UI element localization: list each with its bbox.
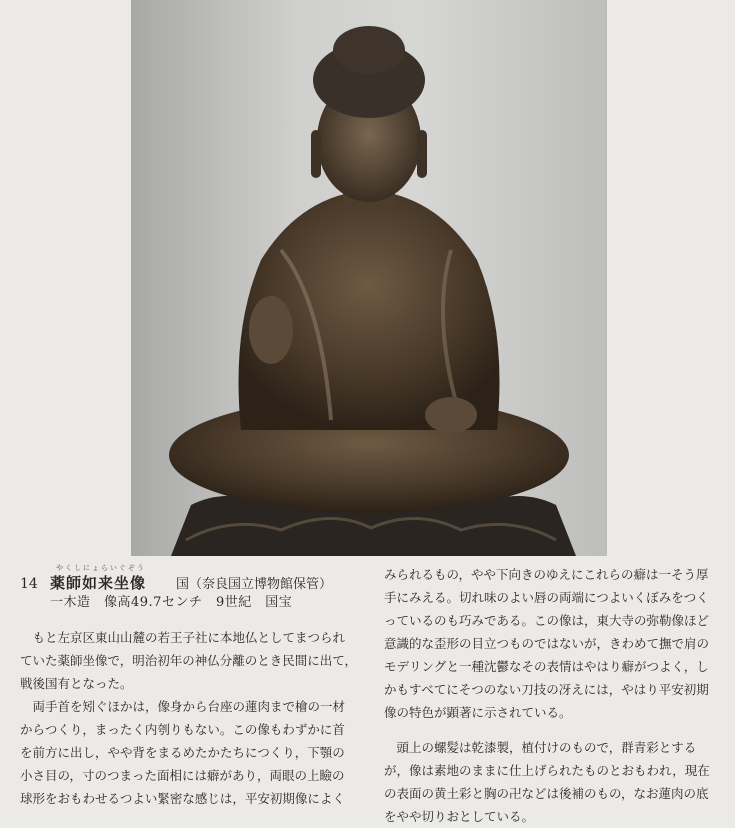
text-line: をやや切りおとしている。 (384, 809, 535, 824)
text-line: っているのも巧みである。この像は，東大寺の弥勒像ほど (384, 613, 710, 628)
text-line: 意識的な歪形の目立つものではないが，きわめて撫で肩の (384, 636, 710, 651)
right-column (384, 563, 720, 828)
paragraph-3 (384, 563, 720, 724)
buddha-statue-photo (131, 0, 607, 556)
text-line: モデリングと一種沈鬱なその表情はやはり癖がつよく，し (384, 659, 709, 674)
entry-number: 14 (20, 576, 38, 592)
text-line: みられるもの，やや下向きのゆえにこれらの癖は一そう厚 (384, 567, 709, 582)
entry-heading (20, 572, 372, 592)
text-line: ていた薬師坐像で，明治初年の神仏分離のとき民間に出て， (20, 653, 358, 668)
text-line: からつくり，まったく内刳りもない。この像もわずかに首 (20, 722, 345, 737)
statue-illustration (131, 0, 607, 556)
paragraph-2 (20, 695, 372, 810)
text-line: の表面の黄土彩と胸の卍などは後補のもの，なお蓮肉の底 (384, 786, 709, 801)
text-line: 戦後国有となった。 (20, 676, 133, 691)
text-line: 手にみえる。切れ味のよい唇の両端につよいくぼみをつく (384, 590, 709, 605)
text-line: 像の特色が顕著に示されている。 (384, 705, 572, 720)
entry-owner: 国（奈良国立博物館保管） (176, 577, 333, 592)
title-ruby: やくしにょらいぐぞう (56, 564, 146, 572)
paragraph-4 (384, 736, 720, 828)
entry-title: 薬師如来坐像 (50, 574, 147, 592)
text-line: 小さ目の，寸のつまった面相には癖があり，両眼の上瞼の (20, 768, 345, 783)
text-line: 球形をおもわせるつよい緊密な感じは，平安初期像によく (20, 791, 345, 806)
text-line: を前方に出し，やや背をまるめたかたちにつくり，下顎の (20, 745, 345, 760)
text-line: もと左京区東山山麓の若王子社に本地仏としてまつられ (32, 630, 346, 645)
entry-spec: 一木造 像高49.7センチ 9世紀 国宝 (50, 595, 293, 610)
paragraph-1 (20, 626, 372, 695)
text-line: 頭上の螺髪は乾漆製，植付けのもので，群青彩とする (396, 740, 697, 755)
text-line: かもすべてにそつのない刀技の冴えには，やはり平安初期 (384, 682, 709, 697)
text-line: 両手首を矧ぐほかは，像身から台座の蓮肉まで檜の一材 (32, 699, 346, 714)
text-line: が，像は素地のままに仕上げられたものとおもわれ，現在 (384, 763, 710, 778)
left-column (20, 563, 372, 810)
